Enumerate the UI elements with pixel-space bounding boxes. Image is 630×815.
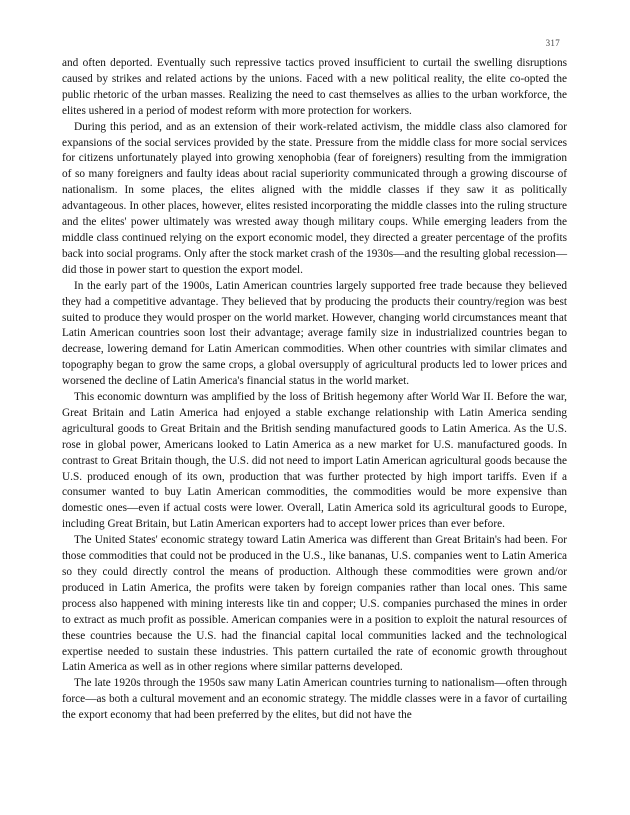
paragraph: The United States' economic strategy toward Latin America was different than Great Britain's had been. For those commodities that could not be produced in the U.S., like bananas, U.S. companies went to Latin America so they could directly control the means of production. Although these commodities were grown and/or produced in Latin America, the profits were taken by foreign companies rather than local ones. This same process also happened with mining interests like tin and copper; U.S. companies purchased the mines in order to extract as much profit as possible. American companies were in a position to exploit the natural resources of these countries because the U.S. had the financial capital local communities lacked and the technological expertise needed to sustain these industries. This pattern curtailed the rate of economic growth throughout Latin America as well as in other regions where similar patterns developed.	[62, 534, 567, 674]
paragraph: During this period, and as an extension of their work-related activism, the middle class also clamored for expansions of the social services provided by the state. Pressure from the middle class for more social services for citizens unfortunately played into growing xenophobia (fear of foreigners) resulting from the immigration of so many foreigners and faulty ideas about racial superiority communicated through a growing discourse of nationalism. In some places, the elites aligned with the middle classes if they saw it as politically advantageous. In other places, however, elites resisted incorporating the middle classes into the ruling structure and the elites' power ultimately was wrested away though military coups. While emerging leaders from the middle class continued relying on the export economic model, they directed a greater percentage of the profits back into social programs. Only after the stock market crash of the 1930s—and the resulting global recession—did those in power start to question the export model.	[62, 120, 567, 276]
paragraph: This economic downturn was amplified by the loss of British hegemony after World War II. Before the war, Great Britain and Latin America had enjoyed a stable exchange relationship with Latin America sending agricultural goods to Great Britain and the British sending manufactured goods to Latin America. As the U.S. rose in global power, Americans looked to Latin America as a new market for U.S. manufactured goods. In contrast to Great Britain though, the U.S. did not need to import Latin American agricultural goods because the U.S. produced enough of its own, production that was further protected by high import tariffs. Even if a consumer wanted to buy Latin American commodities, the commodities would be more expensive than domestic ones—even if actual costs were lower. Overall, Latin America sold its agricultural goods to Europe, including Great Britain, but Latin American exporters had to accept lower prices than ever before.	[62, 391, 567, 531]
paragraph: The late 1920s through the 1950s saw many Latin American countries turning to nationalism—often through force—as both a cultural movement and an economic strategy. The middle classes were in a favor of curtailing the export economy that had been preferred by the elites, but did not have the	[62, 677, 567, 722]
document-body	[62, 56, 567, 724]
page-number: 317	[545, 38, 560, 48]
paragraph: In the early part of the 1900s, Latin American countries largely supported free trade because they believed they had a competitive advantage. They believed that by producing the products their country/region was best suited to produce they would prosper on the world market. However, changing world circumstances meant that Latin American countries soon lost their advantage; average family size in industrialized countries began to decrease, lowering demand for Latin American commodities. When other countries with similar climates and topography began to grow the same crops, a global oversupply of agricultural products led to lower prices and worsened the decline of Latin America's financial status in the world market.	[62, 279, 567, 388]
paragraph: and often deported. Eventually such repressive tactics proved insufficient to curtail the swelling disruptions caused by strikes and related actions by the unions. Faced with a new political reality, the elite co-opted the public rhetoric of the urban masses. Realizing the need to cast themselves as allies to the urban workforce, the elites ushered in a period of modest reform with more protection for workers.	[62, 57, 567, 117]
